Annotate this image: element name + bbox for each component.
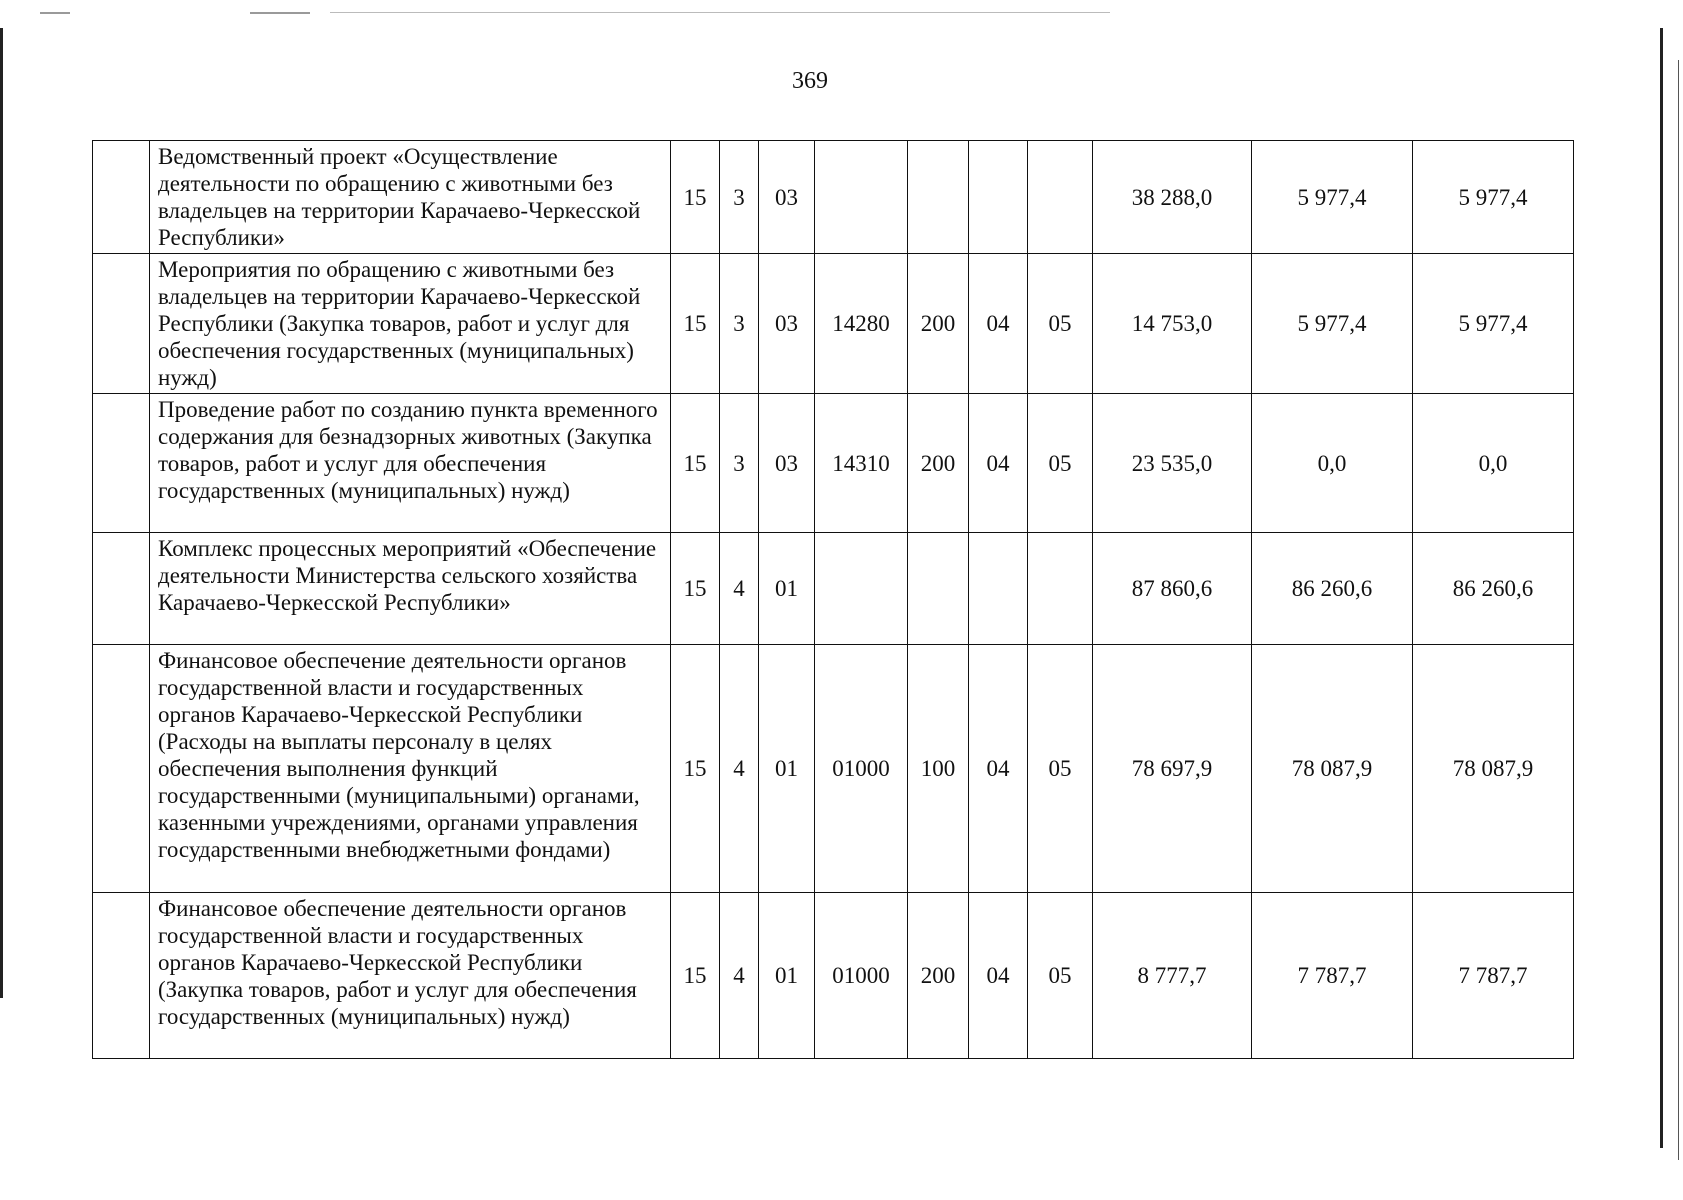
code-cell [908, 141, 969, 254]
page-number: 369 [792, 68, 828, 94]
code-cell: 200 [908, 893, 969, 1059]
item-name-cell: Финансовое обеспечение деятельности органов государственной власти и государственных органов Карачаево-Черкесской Республики (Закупка товаров, работ и услуг для обеспечения государственных (муниципальных) нужд) [150, 893, 671, 1059]
code-cell: 05 [1028, 893, 1093, 1059]
code-cell: 15 [671, 533, 720, 645]
code-cell [969, 141, 1028, 254]
code-cell [969, 533, 1028, 645]
scan-right-edge [1660, 28, 1663, 1148]
code-cell: 100 [908, 645, 969, 893]
item-name-cell: Финансовое обеспечение деятельности органов государственной власти и государственных органов Карачаево-Черкесской Республики (Расходы на выплаты персоналу в целях обеспечения выполнения функций государственными (муниципальными) органами, казенными учреждениями, органами управления государственными внебюджетными фондами) [150, 645, 671, 893]
code-cell: 01 [759, 645, 815, 893]
row-number-cell [93, 533, 150, 645]
amount-cell: 86 260,6 [1413, 533, 1574, 645]
code-cell [815, 533, 908, 645]
code-cell: 15 [671, 141, 720, 254]
amount-cell: 0,0 [1252, 394, 1413, 533]
code-cell: 4 [720, 533, 759, 645]
amount-cell: 23 535,0 [1093, 394, 1252, 533]
code-cell: 14310 [815, 394, 908, 533]
code-cell: 4 [720, 645, 759, 893]
amount-cell: 7 787,7 [1252, 893, 1413, 1059]
code-cell: 01000 [815, 645, 908, 893]
scan-right-edge [1678, 60, 1679, 1160]
code-cell: 01 [759, 893, 815, 1059]
scan-artifact [250, 12, 310, 14]
amount-cell: 5 977,4 [1252, 254, 1413, 394]
item-name-cell: Комплекс процессных мероприятий «Обеспечение деятельности Министерства сельского хозяйства Карачаево-Черкесской Республики» [150, 533, 671, 645]
amount-cell: 14 753,0 [1093, 254, 1252, 394]
code-cell: 200 [908, 254, 969, 394]
table-row [93, 141, 1574, 254]
table-row [93, 893, 1574, 1059]
code-cell: 03 [759, 394, 815, 533]
code-cell [908, 533, 969, 645]
amount-cell: 5 977,4 [1413, 141, 1574, 254]
code-cell: 4 [720, 893, 759, 1059]
amount-cell: 5 977,4 [1252, 141, 1413, 254]
code-cell: 03 [759, 254, 815, 394]
scan-artifact [40, 12, 70, 14]
row-number-cell [93, 394, 150, 533]
amount-cell: 78 697,9 [1093, 645, 1252, 893]
code-cell: 3 [720, 394, 759, 533]
row-number-cell [93, 254, 150, 394]
table-row [93, 533, 1574, 645]
table-row [93, 394, 1574, 533]
code-cell: 05 [1028, 254, 1093, 394]
table-row [93, 645, 1574, 893]
code-cell: 05 [1028, 645, 1093, 893]
row-number-cell [93, 893, 150, 1059]
code-cell: 04 [969, 893, 1028, 1059]
code-cell [815, 141, 908, 254]
code-cell: 14280 [815, 254, 908, 394]
code-cell: 01000 [815, 893, 908, 1059]
code-cell: 04 [969, 394, 1028, 533]
code-cell: 03 [759, 141, 815, 254]
item-name-cell: Ведомственный проект «Осуществление деятельности по обращению с животными без владельцев на территории Карачаево-Черкесской Республики» [150, 141, 671, 254]
row-number-cell [93, 141, 150, 254]
amount-cell: 0,0 [1413, 394, 1574, 533]
row-number-cell [93, 645, 150, 893]
amount-cell: 78 087,9 [1252, 645, 1413, 893]
amount-cell: 86 260,6 [1252, 533, 1413, 645]
budget-table-body [93, 141, 1574, 1059]
code-cell: 01 [759, 533, 815, 645]
item-name-cell: Проведение работ по созданию пункта временного содержания для безнадзорных животных (Закупка товаров, работ и услуг для обеспечения государственных (муниципальных) нужд) [150, 394, 671, 533]
budget-table [92, 140, 1574, 1059]
code-cell [1028, 141, 1093, 254]
code-cell: 15 [671, 254, 720, 394]
amount-cell: 7 787,7 [1413, 893, 1574, 1059]
code-cell: 3 [720, 141, 759, 254]
code-cell: 04 [969, 645, 1028, 893]
code-cell: 3 [720, 254, 759, 394]
scan-left-edge [0, 28, 3, 998]
scan-artifact [330, 12, 1110, 13]
code-cell: 15 [671, 394, 720, 533]
amount-cell: 8 777,7 [1093, 893, 1252, 1059]
code-cell: 04 [969, 254, 1028, 394]
amount-cell: 38 288,0 [1093, 141, 1252, 254]
code-cell [1028, 533, 1093, 645]
amount-cell: 78 087,9 [1413, 645, 1574, 893]
amount-cell: 5 977,4 [1413, 254, 1574, 394]
code-cell: 15 [671, 893, 720, 1059]
code-cell: 05 [1028, 394, 1093, 533]
table-row [93, 254, 1574, 394]
code-cell: 15 [671, 645, 720, 893]
code-cell: 200 [908, 394, 969, 533]
amount-cell: 87 860,6 [1093, 533, 1252, 645]
item-name-cell: Мероприятия по обращению с животными без владельцев на территории Карачаево-Черкесской Республики (Закупка товаров, работ и услуг для обеспечения государственных (муниципальных) нужд) [150, 254, 671, 394]
